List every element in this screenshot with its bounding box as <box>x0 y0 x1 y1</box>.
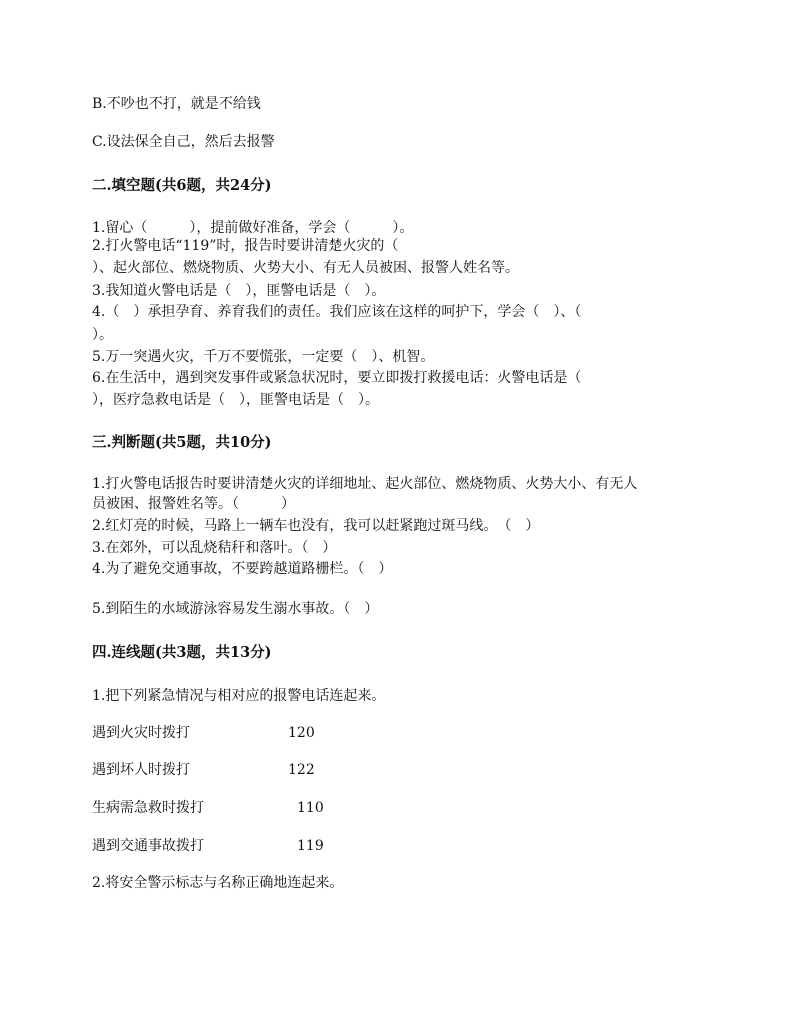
match-q2: 2.将安全警示标志与名称正确地连起来。 <box>92 875 344 891</box>
fill-q1: 1.留心（ ），提前做好准备，学会（ ）。 <box>92 220 414 236</box>
judge-q4: 4.为了避免交通事故，不要跨越道路栅栏。（ ） <box>92 561 393 577</box>
judge-q5: 5.到陌生的水域游泳容易发生溺水事故。（ ） <box>92 601 379 617</box>
judge-q1-line1: 1.打火警电话报告时要讲清楚火灾的详细地址、起火部位、燃烧物质、火势大小、有无人 <box>92 476 638 492</box>
match-left-item: 遇到坏人时拨打 <box>92 762 190 778</box>
section2-heading: 二.填空题(共6题，共24分) <box>92 177 272 194</box>
fill-q5: 5.万一突遇火灾，千万不要慌张，一定要（ ）、机智。 <box>92 349 435 365</box>
match-row <box>92 760 392 780</box>
fill-q3: 3.我知道火警电话是（ ），匪警电话是（ ）。 <box>92 283 386 299</box>
match-right-item: 122 <box>288 762 315 778</box>
section4-heading: 四.连线题(共3题，共13分) <box>92 644 272 661</box>
match-left-item: 遇到交通事故拨打 <box>92 838 204 854</box>
match-right-item: 119 <box>297 838 324 854</box>
match-row <box>92 723 392 743</box>
match-right-item: 120 <box>288 725 315 741</box>
judge-q3: 3.在郊外，可以乱烧秸秆和落叶。（ ） <box>92 540 337 556</box>
fill-q4-line2: ）。 <box>92 327 113 343</box>
fill-q6-line1: 6.在生活中，遇到突发事件或紧急状况时，要立即拨打救援电话：火警电话是（ <box>92 370 582 386</box>
match-left-item: 生病需急救时拨打 <box>92 800 204 816</box>
match-left-item: 遇到火灾时拨打 <box>92 725 190 741</box>
judge-q2: 2.红灯亮的时候，马路上一辆车也没有，我可以赶紧跑过斑马线。 （ ） <box>92 518 540 534</box>
match-right-item: 110 <box>297 800 324 816</box>
match-row <box>92 798 392 818</box>
option-c: C.设法保全自己，然后去报警 <box>92 134 275 150</box>
fill-q2-line2: ）、起火部位、燃烧物质、火势大小、有无人员被困、报警人姓名等。 <box>92 260 519 276</box>
fill-q6-line2: ），医疗急救电话是（ ），匪警电话是（ ）。 <box>92 392 379 408</box>
fill-q4-line1: 4.（ ）承担孕育、养育我们的责任。我们应该在这样的呵护下，学会（ ）、（ <box>92 304 582 320</box>
section3-heading: 三.判断题(共5题，共10分) <box>92 434 272 451</box>
match-row <box>92 836 392 856</box>
option-b: B.不吵也不打，就是不给钱 <box>92 96 261 112</box>
match-q1: 1.把下列紧急情况与相对应的报警电话连起来。 <box>92 688 386 704</box>
judge-q1-line2: 员被困、报警姓名等。（ ） <box>92 496 295 512</box>
fill-q2-line1: 2.打火警电话“119”时，报告时要讲清楚火灾的（ <box>92 238 399 254</box>
